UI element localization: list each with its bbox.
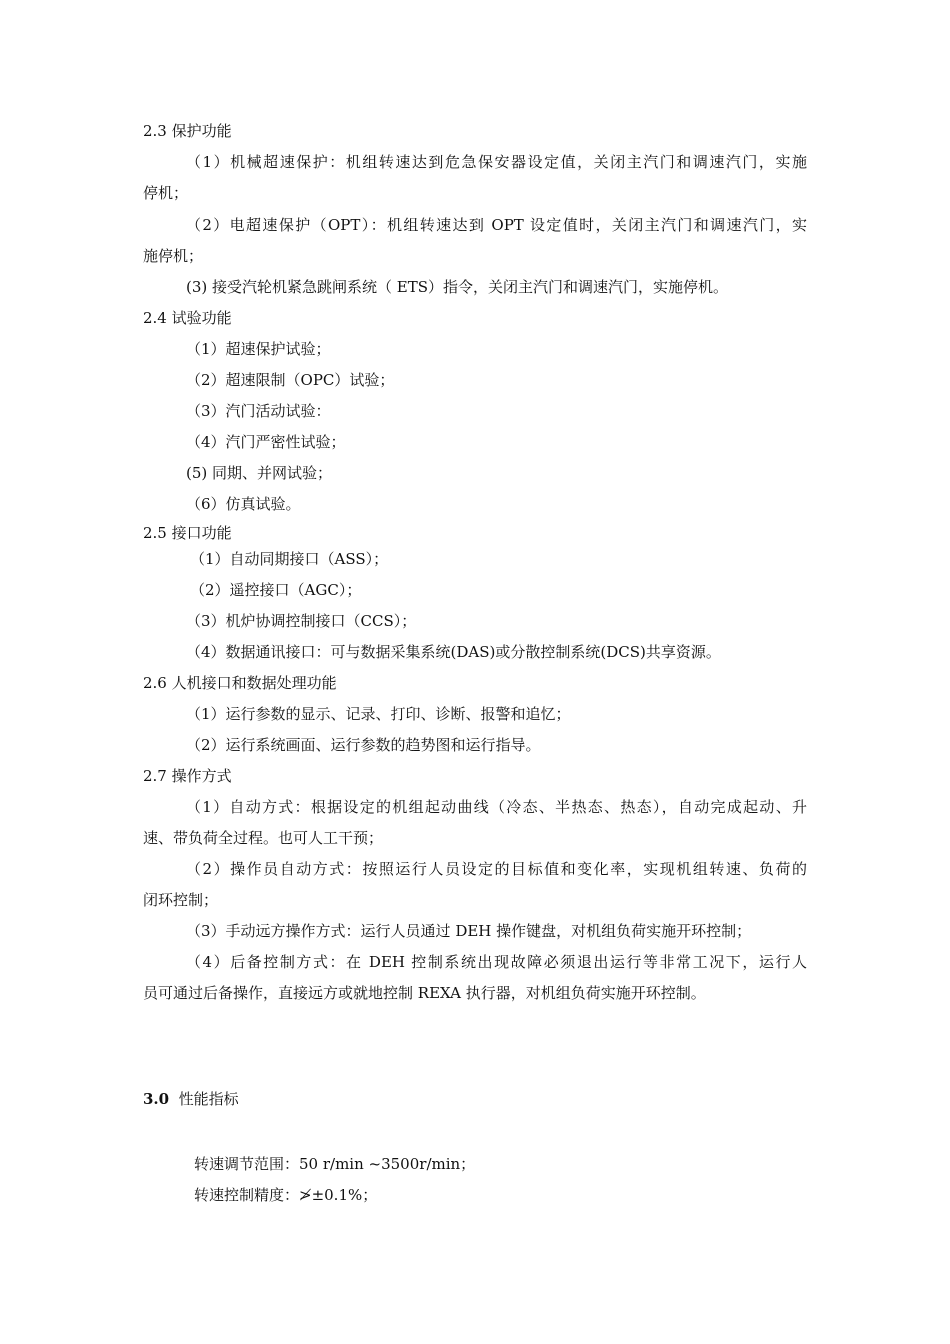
paragraph-line: 停机； bbox=[143, 184, 189, 202]
spec-item: 转速调节范围：50 r/min ~3500r/min； bbox=[194, 1155, 476, 1173]
section-heading-2-7: 2.7 操作方式 bbox=[143, 767, 232, 785]
paragraph-line: 员可通过后备操作，直接远方或就地控制 REXA 执行器，对机组负荷实施开环控制。 bbox=[143, 984, 706, 1002]
paragraph-line: （2）操作员自动方式：按照运行人员设定的目标值和变化率，实现机组转速、负荷的 bbox=[186, 860, 807, 878]
section-heading-2-3: 2.3 保护功能 bbox=[143, 122, 232, 140]
spec-item: 转速控制精度：≯±0.1%； bbox=[194, 1186, 378, 1204]
list-item: （3）机炉协调控制接口（CCS）； bbox=[186, 612, 417, 630]
list-item: （2）运行系统画面、运行参数的趋势图和运行指导。 bbox=[186, 736, 541, 754]
paragraph-line: 施停机； bbox=[143, 247, 204, 265]
section-title: 性能指标 bbox=[178, 1090, 239, 1108]
section-number: 3.0 bbox=[143, 1090, 170, 1108]
paragraph-line: （1）自动方式：根据设定的机组起动曲线（冷态、半热态、热态），自动完成起动、升 bbox=[186, 798, 807, 816]
list-item: （1）运行参数的显示、记录、打印、诊断、报警和追忆； bbox=[186, 705, 571, 723]
paragraph-line: （2）电超速保护（OPT）：机组转速达到 OPT 设定值时，关闭主汽门和调速汽门，实 bbox=[186, 216, 807, 234]
list-item: （2）遥控接口（AGC）； bbox=[190, 581, 362, 599]
list-item: （4）数据通讯接口：可与数据采集系统(DAS)或分散控制系统(DCS)共享资源。 bbox=[186, 643, 721, 661]
paragraph-line: (3) 接受汽轮机紧急跳闸系统（ ETS）指令，关闭主汽门和调速汽门，实施停机。 bbox=[186, 278, 729, 296]
list-item: （3）汽门活动试验： bbox=[186, 402, 331, 420]
list-item: （6）仿真试验。 bbox=[186, 495, 301, 513]
section-heading-3-0 bbox=[143, 1089, 239, 1109]
section-heading-2-4: 2.4 试验功能 bbox=[143, 309, 232, 327]
paragraph-line: （3）手动远方操作方式：运行人员通过 DEH 操作键盘，对机组负荷实施开环控制； bbox=[186, 922, 752, 940]
paragraph-line: （4）后备控制方式：在 DEH 控制系统出现故障必须退出运行等非常工况下，运行人 bbox=[186, 953, 807, 971]
list-item: （1）超速保护试验； bbox=[186, 340, 331, 358]
section-heading-2-5: 2.5 接口功能 bbox=[143, 524, 232, 542]
paragraph-line: （1）机械超速保护：机组转速达到危急保安器设定值，关闭主汽门和调速汽门，实施 bbox=[186, 153, 807, 171]
section-heading-2-6: 2.6 人机接口和数据处理功能 bbox=[143, 674, 337, 692]
list-item: （2）超速限制（OPC）试验； bbox=[186, 371, 395, 389]
paragraph-line: 闭环控制； bbox=[143, 891, 219, 909]
paragraph-line: 速、带负荷全过程。也可人工干预； bbox=[143, 829, 384, 847]
list-item: （1）自动同期接口（ASS）； bbox=[190, 550, 389, 568]
list-item: (5) 同期、并网试验； bbox=[186, 464, 333, 482]
list-item: （4）汽门严密性试验； bbox=[186, 433, 346, 451]
